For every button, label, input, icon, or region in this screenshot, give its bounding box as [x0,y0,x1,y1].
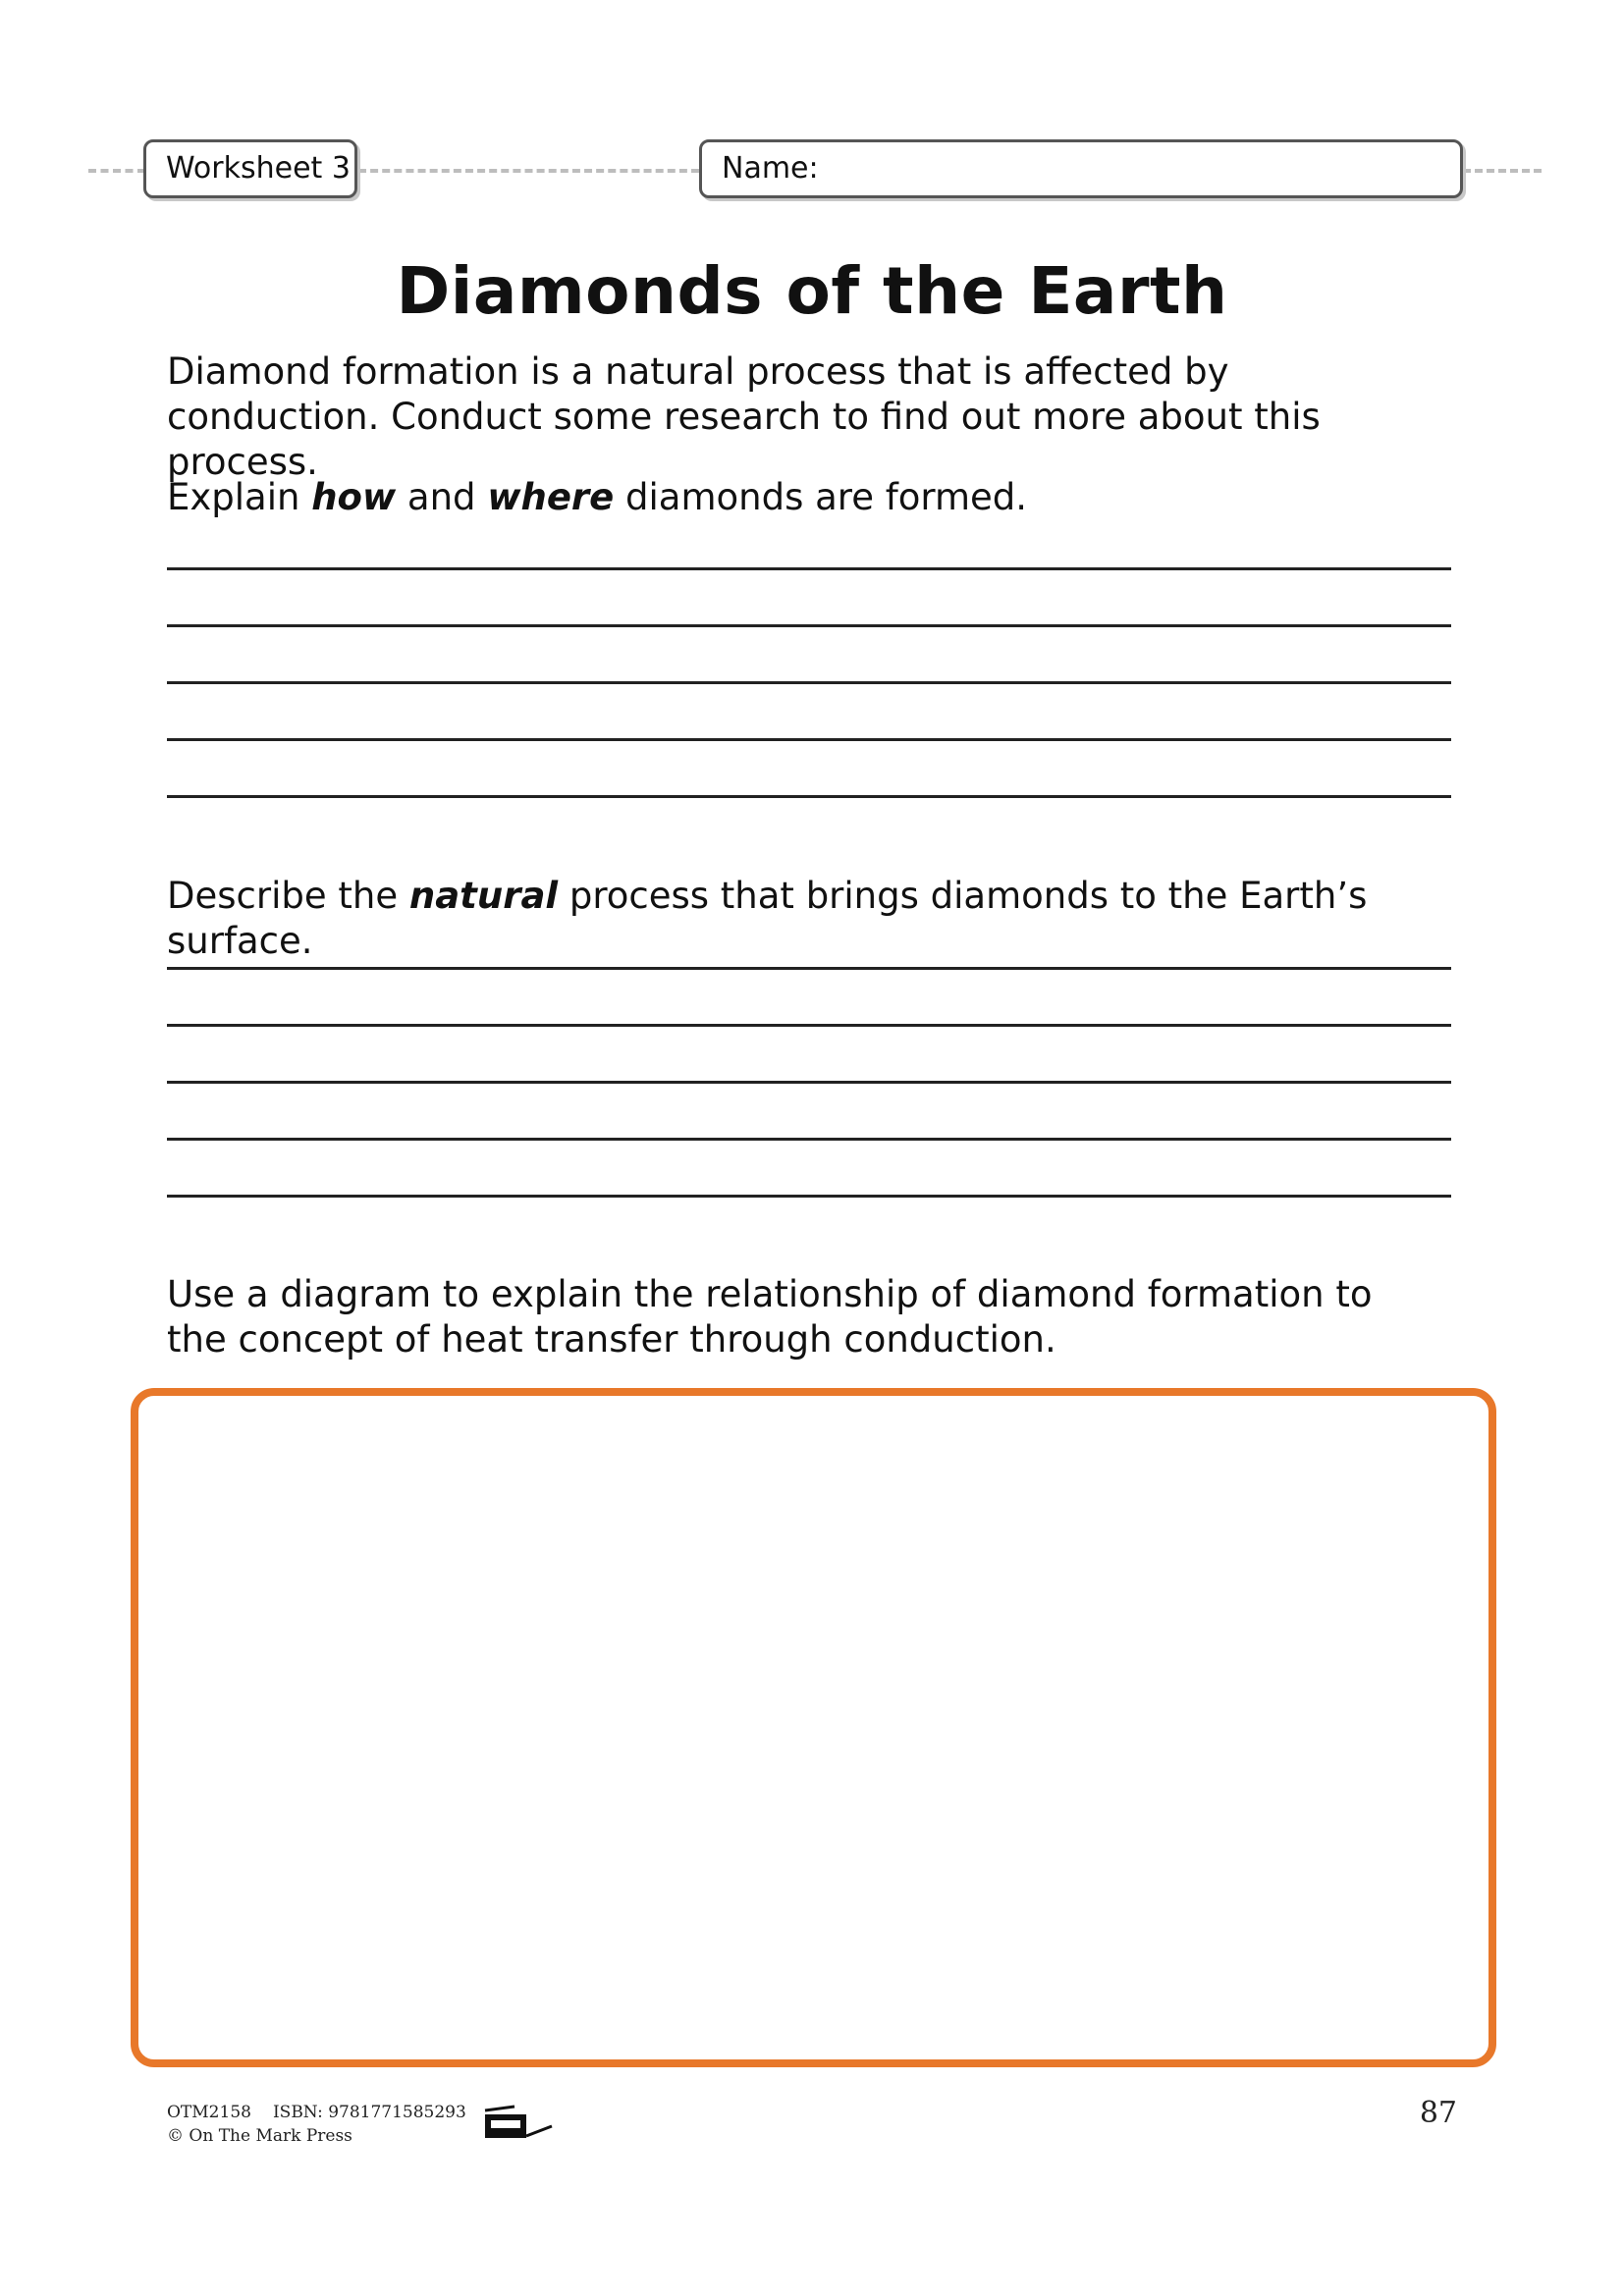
name-field[interactable]: Name: [699,139,1463,198]
intro-text: Diamond formation is a natural process that is affected by conduction. Conduct some research to find out more about this process. [167,350,1321,483]
answer-line-5[interactable] [167,795,1451,798]
page-number: 87 [1419,2096,1457,2130]
answer-line-1[interactable] [167,567,1451,570]
answer-line-7[interactable] [167,1024,1451,1027]
q1-emphasis-where: where [487,476,615,518]
diagram-drawing-box[interactable] [131,1388,1496,2067]
publisher-logo-icon [481,2101,560,2144]
answer-line-4[interactable] [167,738,1451,741]
footer-copyright: © On The Mark Press [167,2126,352,2146]
question-3: Use a diagram to explain the relationship of diamond formation to the concept of heat transfer through conduction. [167,1273,1373,1361]
q1-text-mid: and [396,476,488,518]
q2-text-pre: Describe the [167,875,409,917]
question-1 [167,475,1473,520]
q1-text-pre: Explain [167,476,312,518]
header-dash-middle [358,169,699,173]
page-title: Diamonds of the Earth [396,253,1228,329]
footer-isbn: ISBN: 9781771585293 [272,2103,466,2122]
answer-line-6[interactable] [167,967,1451,970]
header-dash-right [1463,169,1542,173]
answer-line-2[interactable] [167,624,1451,627]
answer-line-3[interactable] [167,681,1451,684]
q1-text-post: diamonds are formed. [614,476,1028,518]
q2-emphasis-natural: natural [408,875,559,917]
worksheet-label: Worksheet 3 [143,139,357,198]
footer-publication-info [167,2101,488,2148]
answer-line-8[interactable] [167,1081,1451,1084]
question-2 [167,874,1473,964]
q1-emphasis-how: how [311,476,397,518]
q2-text-post: process that brings diamonds to the Earth’s surface. [167,875,1368,962]
header-dash-left [88,169,145,173]
answer-line-9[interactable] [167,1138,1451,1141]
answer-line-10[interactable] [167,1195,1451,1198]
footer-code: OTM2158 [167,2103,251,2122]
